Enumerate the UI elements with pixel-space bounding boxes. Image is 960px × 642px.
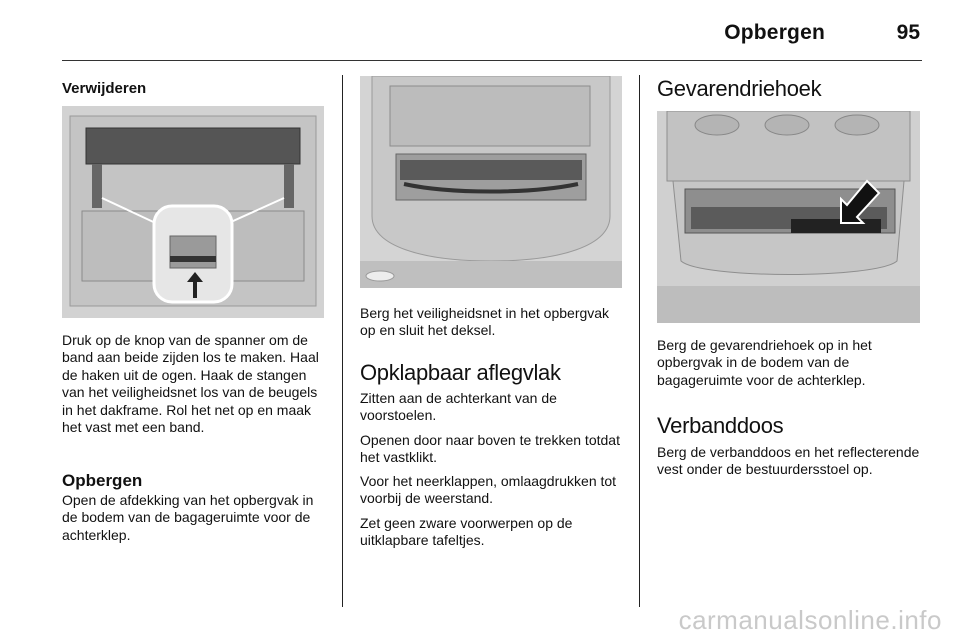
paragraph-store-compartment: Open de afdekking van het opbergvak in de bodem van de bagageruimte voor de achterklep.	[62, 492, 314, 543]
paragraph-first-aid-storage: Berg de verbanddoos en het reflecterende vest onder de bestuurdersstoel op.	[657, 444, 920, 478]
column-divider	[342, 75, 343, 607]
paragraph-tray-warning: Zet geen zware voorwerpen op de uitklapbare tafeltjes.	[360, 515, 573, 549]
section-heading-verwijderen: Verwijderen	[62, 80, 147, 97]
subheading-opbergen: Opbergen	[62, 471, 143, 490]
figure-net-stored	[360, 76, 622, 288]
paragraph-tray-open: Openen door naar boven te trekken totdat het vastklikt.	[360, 432, 620, 466]
paragraph-triangle-storage: Berg de gevarendriehoek op in het opbergvak in de bodem van de bagageruimte voor de achterklep.	[657, 337, 872, 388]
figure-safety-net-removal	[62, 106, 324, 318]
paragraph-remove-instructions: Druk op de knop van de spanner om de band aan beide zijden los te maken. Haal de haken uit de ogen. Haak de stangen van het veiligheidsnet los van de beugels in het dakframe. Rol het net op en maak het vast met een band.	[62, 332, 319, 436]
watermark-text: carmanualsonline.info	[678, 605, 942, 635]
header-rule	[62, 60, 922, 61]
figure-warning-triangle	[657, 111, 920, 323]
heading-gevarendriehoek: Gevarendriehoek	[657, 76, 822, 101]
paragraph-tray-location: Zitten aan de achterkant van de voorstoelen.	[360, 390, 557, 424]
page-number: 95	[896, 21, 920, 44]
column-divider	[639, 75, 640, 607]
paragraph-tray-fold: Voor het neerklappen, omlaagdrukken tot voorbij de weerstand.	[360, 473, 617, 507]
heading-verbanddoos: Verbanddoos	[657, 413, 784, 438]
illustration-cargo-net	[62, 106, 324, 318]
heading-opklapbaar-aflegvlak: Opklapbaar aflegvlak	[360, 360, 561, 385]
paragraph-store-net: Berg het veiligheidsnet in het opbergvak op en sluit het deksel.	[360, 305, 610, 339]
illustration-warning-triangle-storage	[657, 111, 920, 323]
illustration-floor-compartment	[360, 76, 622, 288]
page-header-title: Opbergen	[724, 21, 825, 44]
